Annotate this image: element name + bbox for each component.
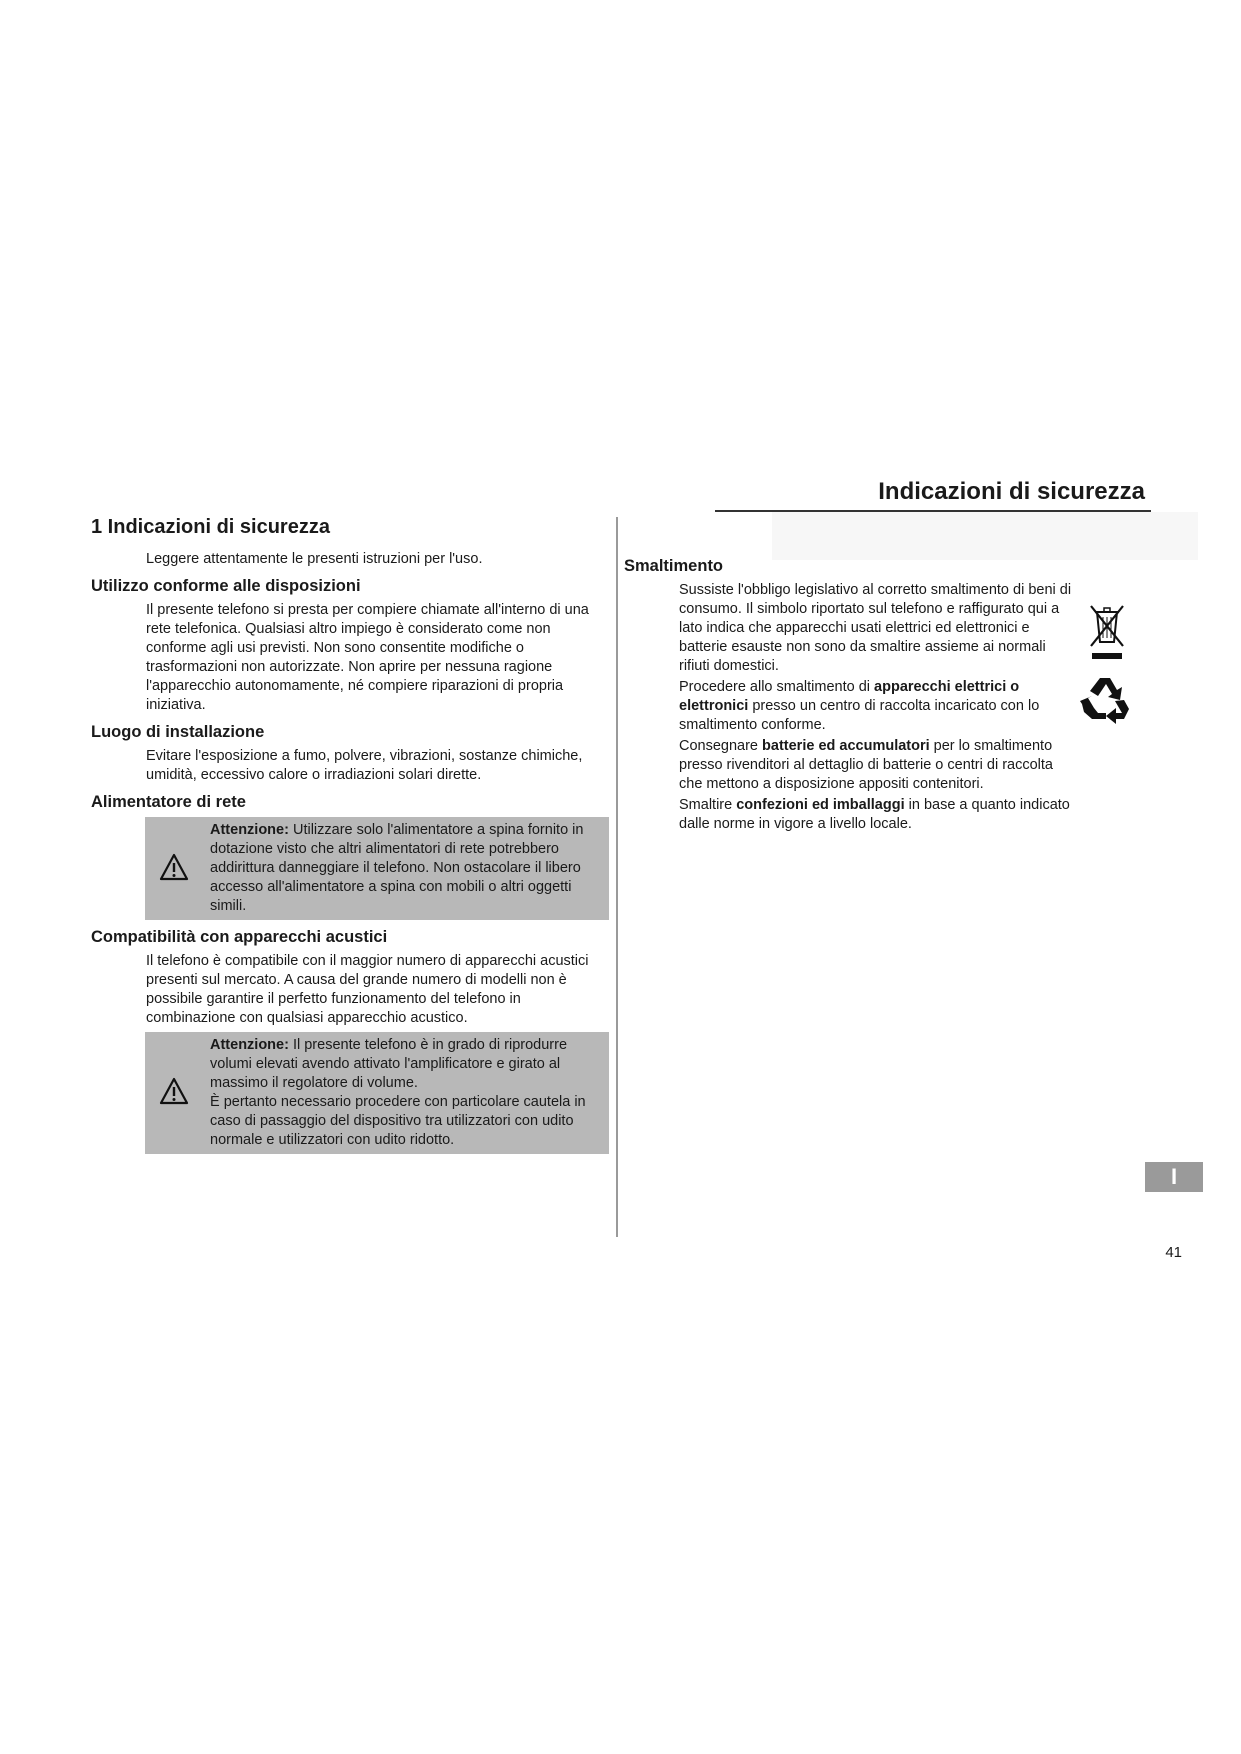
section-heading-intended-use: Utilizzo conforme alle disposizioni	[91, 577, 361, 595]
warning-triangle-icon	[159, 852, 189, 882]
left-column	[91, 514, 609, 1160]
section-text-installation: Evitare l'esposizione a fumo, polvere, vibrazioni, sostanze chimiche, umidità, eccessivo calore o irradiazioni solari dirette.	[146, 748, 583, 783]
recycle-icon	[1080, 674, 1132, 726]
warning-text-hearing-aids	[210, 1037, 586, 1148]
warning-body: Utilizzare solo l'alimentatore a spina fornito in dotazione visto che altri alimentatori di rete potrebbero addirittura danneggiare il telefono. Non ostacolare il libero accesso all'alimentatore a spina con mobili o altri oggetti simili.	[210, 822, 584, 914]
intro-text: Leggere attentamente le presenti istruzioni per l'uso.	[146, 551, 483, 567]
right-column	[624, 549, 1084, 836]
language-tab: I	[1145, 1162, 1203, 1192]
section-heading-hearing-aids: Compatibilità con apparecchi acustici	[91, 928, 388, 946]
disposal-paragraph-1: Sussiste l'obbligo legislativo al corretto smaltimento di beni di consumo. Il simbolo riportato sul telefono e raffigurato qui a lato indica che apparecchi usati elettrici ed elettronici e batterie esauste non sono da smaltire assieme ai normali rifiuti domestici.	[679, 582, 1072, 674]
chapter-title: 1 Indicazioni di sicurezza	[91, 516, 330, 538]
disposal-paragraph-4: Smaltire confezioni ed imballaggi in base a quanto indicato dalle norme in vigore a livello locale.	[679, 797, 1070, 832]
section-heading-power-supply: Alimentatore di rete	[91, 793, 246, 811]
section-heading-disposal: Smaltimento	[624, 557, 724, 575]
disposal-paragraph-3: Consegnare batterie ed accumulatori per lo smaltimento presso rivenditori al dettaglio di batterie o centri di raccolta che mettono a disposizione appositi contenitori.	[679, 738, 1053, 792]
warning-body: Il presente telefono è in grado di riprodurre volumi elevati avendo attivato l'amplificatore e girato al massimo il regolatore di volume.	[210, 1037, 568, 1091]
disposal-paragraph-2: Procedere allo smaltimento di apparecchi elettrici o elettronici presso un centro di raccolta incaricato con lo smaltimento conforme.	[679, 679, 1040, 733]
warning-label: Attenzione:	[210, 1037, 289, 1053]
warning-box-hearing-aids	[145, 1032, 609, 1154]
warning-text-power-supply	[210, 822, 583, 914]
crossed-bin-icon	[1086, 602, 1128, 662]
page-number: 41	[1165, 1244, 1182, 1261]
warning-box-power-supply	[145, 817, 609, 920]
warning-body-2: È pertanto necessario procedere con particolare cautela in caso di passaggio del dispositivo tra utilizzatori con udito normale e utilizzatori con udito ridotto.	[210, 1094, 586, 1148]
warning-triangle-icon	[159, 1076, 189, 1106]
section-heading-installation: Luogo di installazione	[91, 723, 265, 741]
page-header-title: Indicazioni di sicurezza	[878, 478, 1145, 505]
column-divider	[616, 517, 618, 1237]
section-text-hearing-aids: Il telefono è compatibile con il maggior numero di apparecchi acustici presenti sul mercato. A causa del grande numero di modelli non è possibile garantire il perfetto funzionamento del telefono in combinazione con qualsiasi apparecchio acustico.	[146, 953, 589, 1026]
warning-label: Attenzione:	[210, 822, 289, 838]
section-text-intended-use: Il presente telefono si presta per compiere chiamate all'interno di una rete telefonica. Qualsiasi altro impiego è considerato come non conforme agli usi previsti. Non sono consentite modifiche o trasformazioni non autorizzate. Non aprire per nessuna ragione l'apparecchio autonomamente, né compiere riparazioni di propria iniziativa.	[146, 602, 589, 713]
